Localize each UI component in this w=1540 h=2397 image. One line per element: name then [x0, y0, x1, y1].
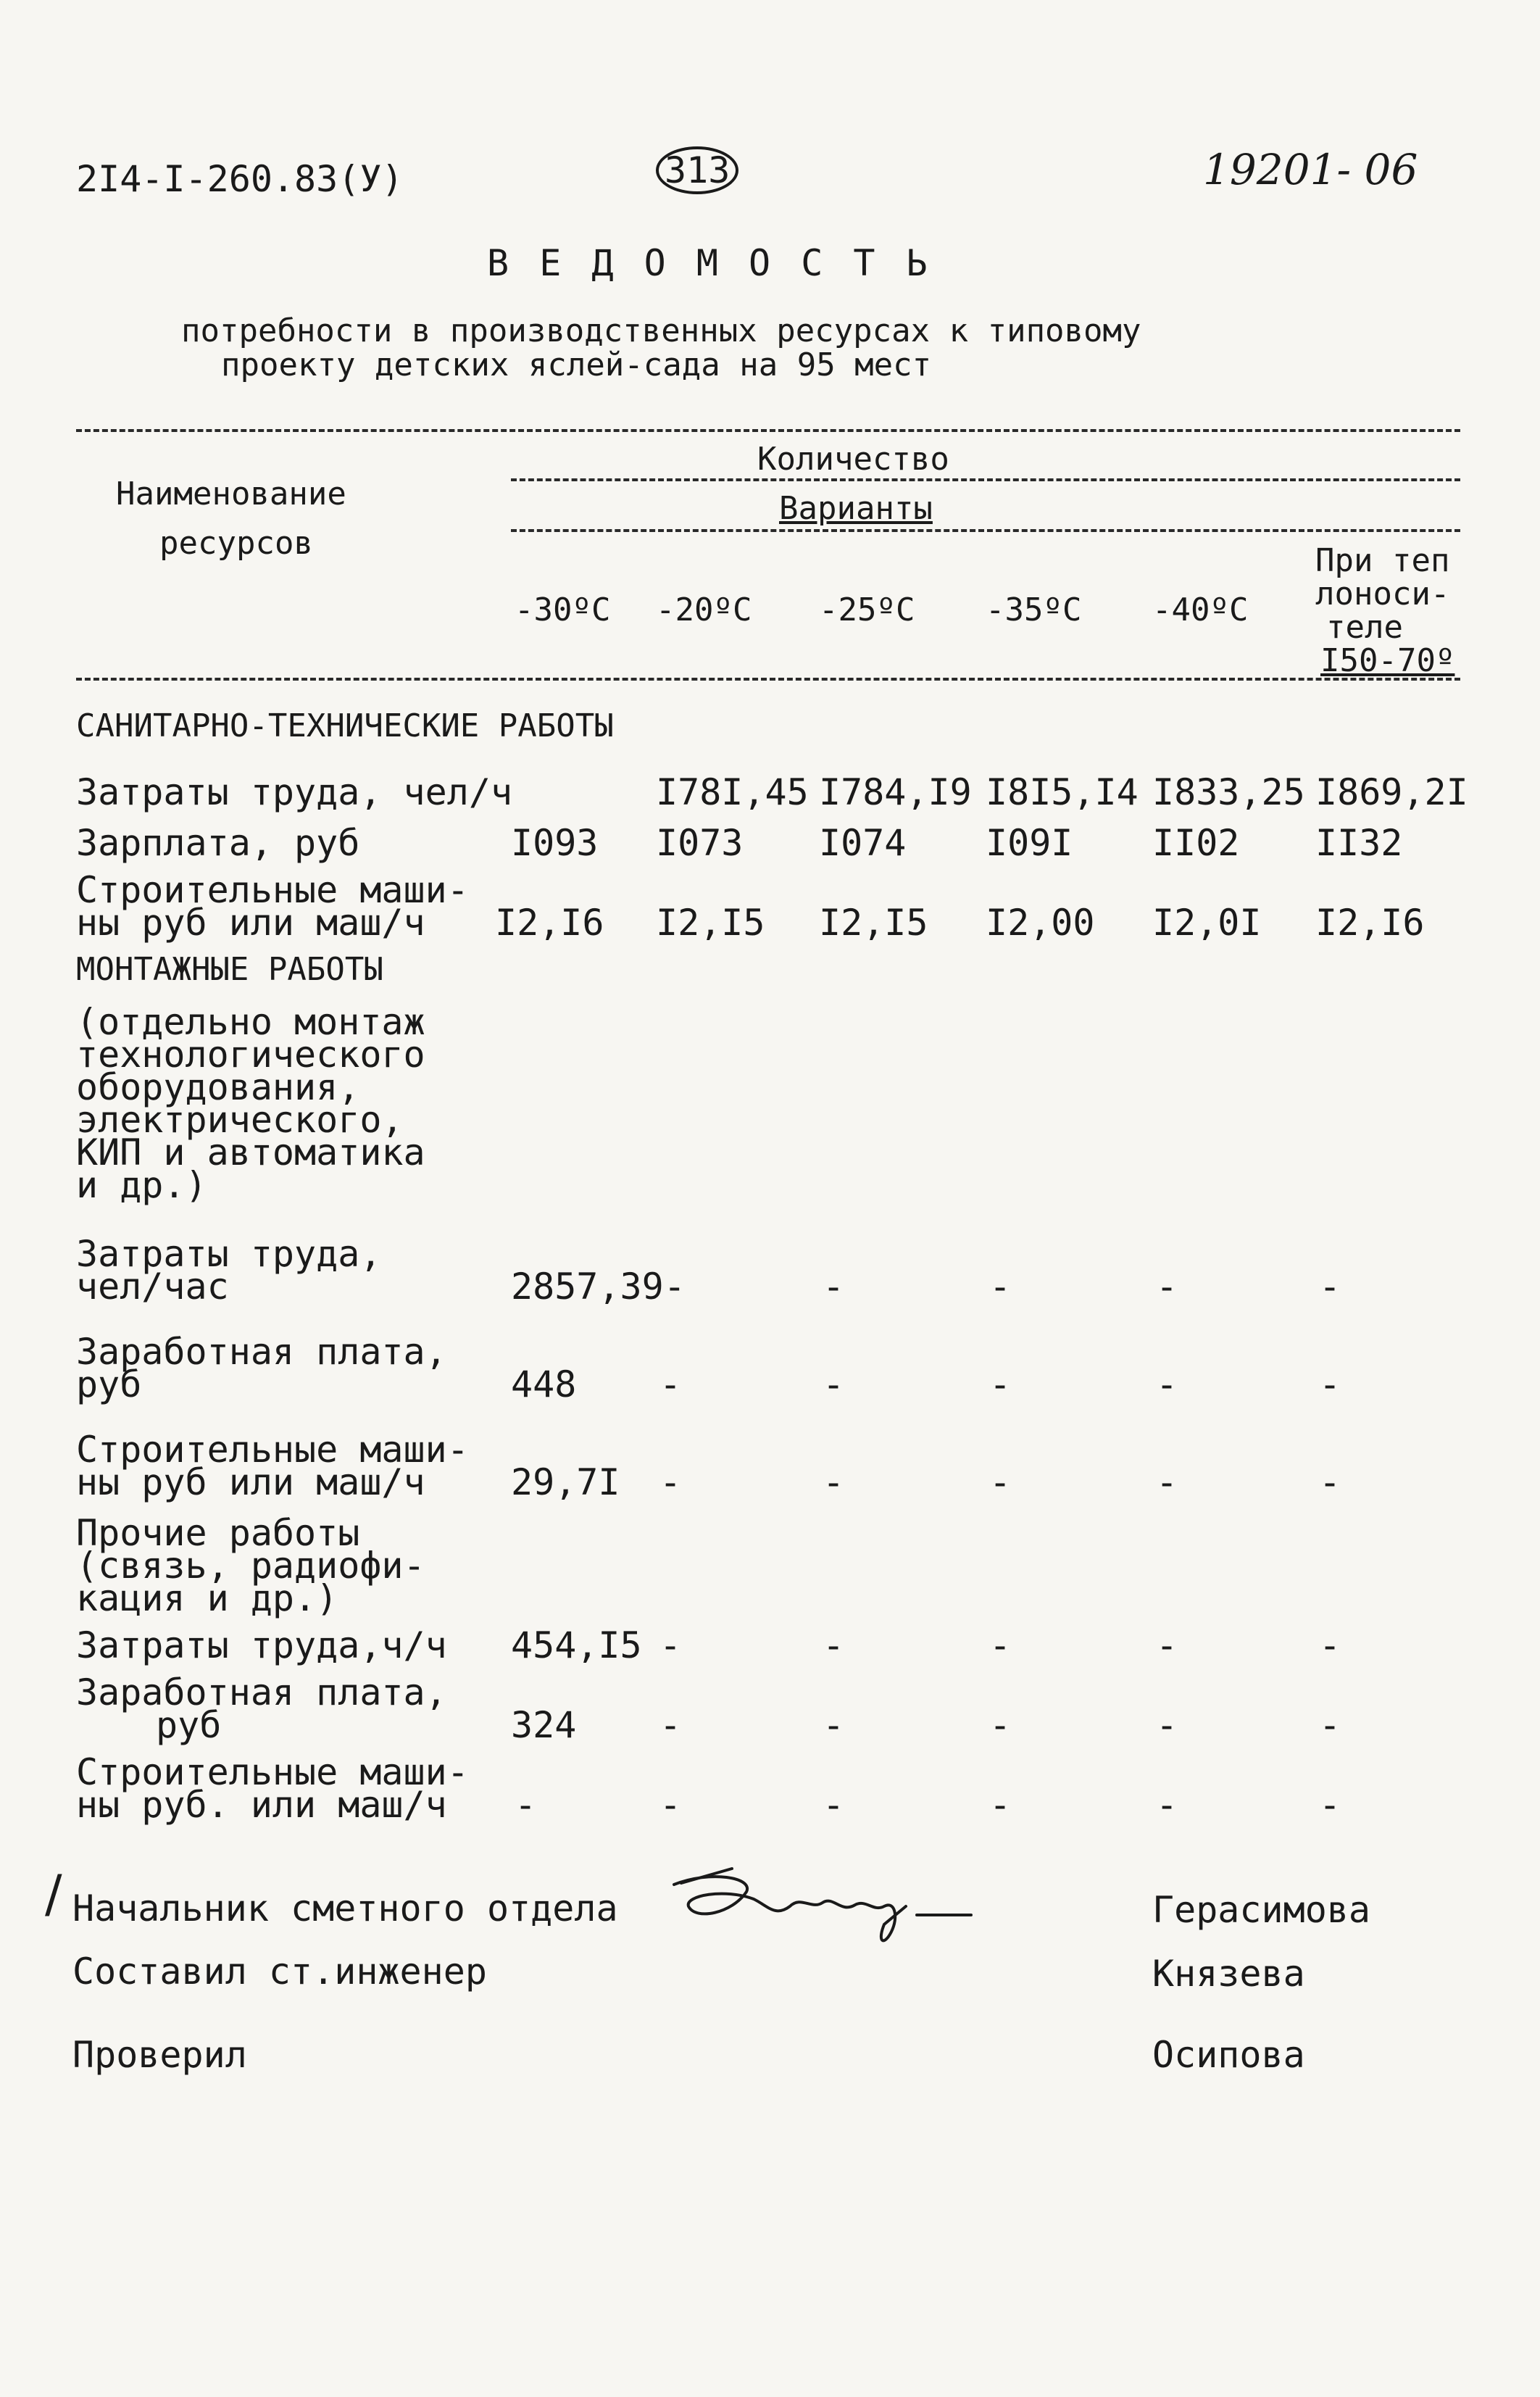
other-works-line: кация и др.)	[76, 1577, 338, 1619]
document-subtitle-line2: проекту детских яслей-сада на 95 мест	[221, 346, 932, 383]
signature-name-2: Князева	[1152, 1953, 1305, 1995]
row-label: ны руб или маш/ч	[76, 902, 425, 944]
last-column-header-line4: I50-70º	[1320, 642, 1455, 679]
quantity-rule	[511, 478, 1460, 481]
table-cell: I869,2I	[1315, 771, 1468, 813]
variant-header-1: -30ºC	[515, 591, 611, 628]
table-cell: 454,I5	[511, 1624, 642, 1666]
mounting-note-line: (отдельно монтаж	[76, 1001, 425, 1043]
table-cell: -	[1156, 1704, 1178, 1746]
table-cell: I2,I5	[656, 902, 765, 944]
column-header-name-line2: ресурсов	[159, 525, 313, 562]
table-cell: I2,I5	[819, 902, 928, 944]
table-cell: -	[1319, 1266, 1341, 1308]
table-cell: -	[989, 1624, 1012, 1666]
table-cell: -	[989, 1784, 1012, 1826]
table-cell: 2857,39-	[511, 1266, 686, 1308]
section-mounting-title: МОНТАЖНЫЕ РАБОТЫ	[76, 951, 383, 988]
column-header-variants: Варианты	[779, 490, 933, 527]
table-cell: -	[1319, 1624, 1341, 1666]
last-column-header-line1: При теп	[1315, 542, 1450, 579]
document-title: В Е Д О М О С Т Ь	[487, 242, 932, 284]
signature-name-1: Герасимова	[1152, 1889, 1371, 1931]
row-label: Затраты труда,	[76, 1233, 382, 1275]
table-cell: I2,I6	[1315, 902, 1425, 944]
margin-slash-mark: /	[45, 1864, 62, 1924]
last-column-header-line2: лоноси-	[1315, 576, 1450, 612]
table-cell: I8I5,I4	[986, 771, 1139, 813]
row-label: руб	[156, 1704, 222, 1746]
variant-header-2: -20ºC	[656, 591, 752, 628]
table-cell: I2,00	[986, 902, 1095, 944]
table-cell: I833,25	[1152, 771, 1305, 813]
table-cell: II32	[1315, 822, 1403, 864]
column-header-quantity: Количество	[757, 441, 949, 478]
table-cell: -	[989, 1363, 1012, 1405]
row-label: Зарплата, руб	[76, 822, 360, 864]
header-bottom-rule	[76, 678, 1460, 681]
other-works-line: Прочие работы	[76, 1512, 360, 1554]
last-column-header-line3: теле	[1326, 609, 1403, 646]
table-cell: I2,I6	[495, 902, 604, 944]
table-cell: -	[823, 1461, 845, 1503]
page-number-stamp	[656, 149, 738, 191]
table-cell: -	[659, 1624, 682, 1666]
table-cell: -	[1156, 1363, 1178, 1405]
row-label: Строительные маши-	[76, 869, 469, 911]
table-cell: -	[823, 1363, 845, 1405]
table-cell: -	[823, 1784, 845, 1826]
table-cell: -	[989, 1266, 1012, 1308]
table-cell: -	[823, 1704, 845, 1746]
other-works-line: (связь, радиофи-	[76, 1545, 425, 1587]
variant-header-3: -25ºC	[819, 591, 915, 628]
handwritten-signature	[667, 1856, 1000, 1957]
document-code: 2I4-I-260.83(У)	[76, 158, 404, 200]
table-cell: -	[1319, 1461, 1341, 1503]
table-cell: I093	[511, 822, 599, 864]
variant-header-5: -40ºC	[1152, 591, 1249, 628]
table-cell: -	[1156, 1461, 1178, 1503]
signature-role-1: Начальник сметного отдела	[72, 1887, 618, 1929]
mounting-note-line: технологического	[76, 1034, 425, 1076]
row-label: Заработная плата,	[76, 1331, 447, 1373]
table-cell: -	[989, 1461, 1012, 1503]
table-cell: -	[823, 1266, 845, 1308]
table-cell: -	[659, 1704, 682, 1746]
row-label: Затраты труда, чел/ч	[76, 771, 513, 813]
table-cell: I78I,45	[656, 771, 809, 813]
document-subtitle-line1: потребности в производственных ресурсах к типовому	[181, 312, 1141, 349]
table-cell: -	[1156, 1266, 1178, 1308]
table-cell: 448	[511, 1363, 577, 1405]
row-label: ны руб. или маш/ч	[76, 1784, 447, 1826]
table-cell: -	[1319, 1363, 1341, 1405]
variant-header-4: -35ºC	[986, 591, 1082, 628]
mounting-note-line: КИП и автоматика	[76, 1131, 425, 1173]
row-label: чел/час	[76, 1266, 229, 1308]
table-cell: -	[659, 1461, 682, 1503]
table-cell: -	[1156, 1784, 1178, 1826]
row-label: Заработная плата,	[76, 1671, 447, 1713]
table-cell: 29,7I	[511, 1461, 620, 1503]
mounting-note-line: оборудования,	[76, 1066, 360, 1108]
table-cell: 324	[511, 1704, 577, 1746]
table-cell: -	[1319, 1784, 1341, 1826]
row-label: Строительные маши-	[76, 1429, 469, 1471]
row-label: Строительные маши-	[76, 1751, 469, 1793]
signature-role-2: Составил ст.инженер	[72, 1951, 487, 1993]
archive-number: 19201- 06	[1203, 145, 1418, 194]
table-cell: I2,0I	[1152, 902, 1262, 944]
mounting-note-line: и др.)	[76, 1164, 207, 1206]
table-cell: I09I	[986, 822, 1073, 864]
table-cell: I073	[656, 822, 744, 864]
table-cell: I784,I9	[819, 771, 972, 813]
signature-name-3: Осипова	[1152, 2034, 1305, 2076]
table-cell: -	[659, 1363, 682, 1405]
table-cell: -	[989, 1704, 1012, 1746]
section-sanitary-title: САНИТАРНО-ТЕХНИЧЕСКИЕ РАБОТЫ	[76, 707, 614, 744]
mounting-note-line: электрического,	[76, 1099, 404, 1141]
table-cell: II02	[1152, 822, 1240, 864]
row-label: ны руб или маш/ч	[76, 1461, 425, 1503]
row-label: Затраты труда,ч/ч	[76, 1624, 447, 1666]
table-top-rule	[76, 429, 1460, 432]
table-cell: -	[823, 1624, 845, 1666]
signature-role-3: Проверил	[72, 2034, 247, 2076]
variants-rule	[511, 529, 1460, 532]
table-cell: -	[659, 1784, 682, 1826]
row-label: руб	[76, 1363, 142, 1405]
column-header-name-line1: Наименование	[116, 475, 346, 512]
page-number: 313	[656, 146, 738, 194]
table-cell: -	[1319, 1704, 1341, 1746]
table-cell: -	[1156, 1624, 1178, 1666]
table-cell: I074	[819, 822, 907, 864]
table-cell: -	[515, 1784, 537, 1826]
